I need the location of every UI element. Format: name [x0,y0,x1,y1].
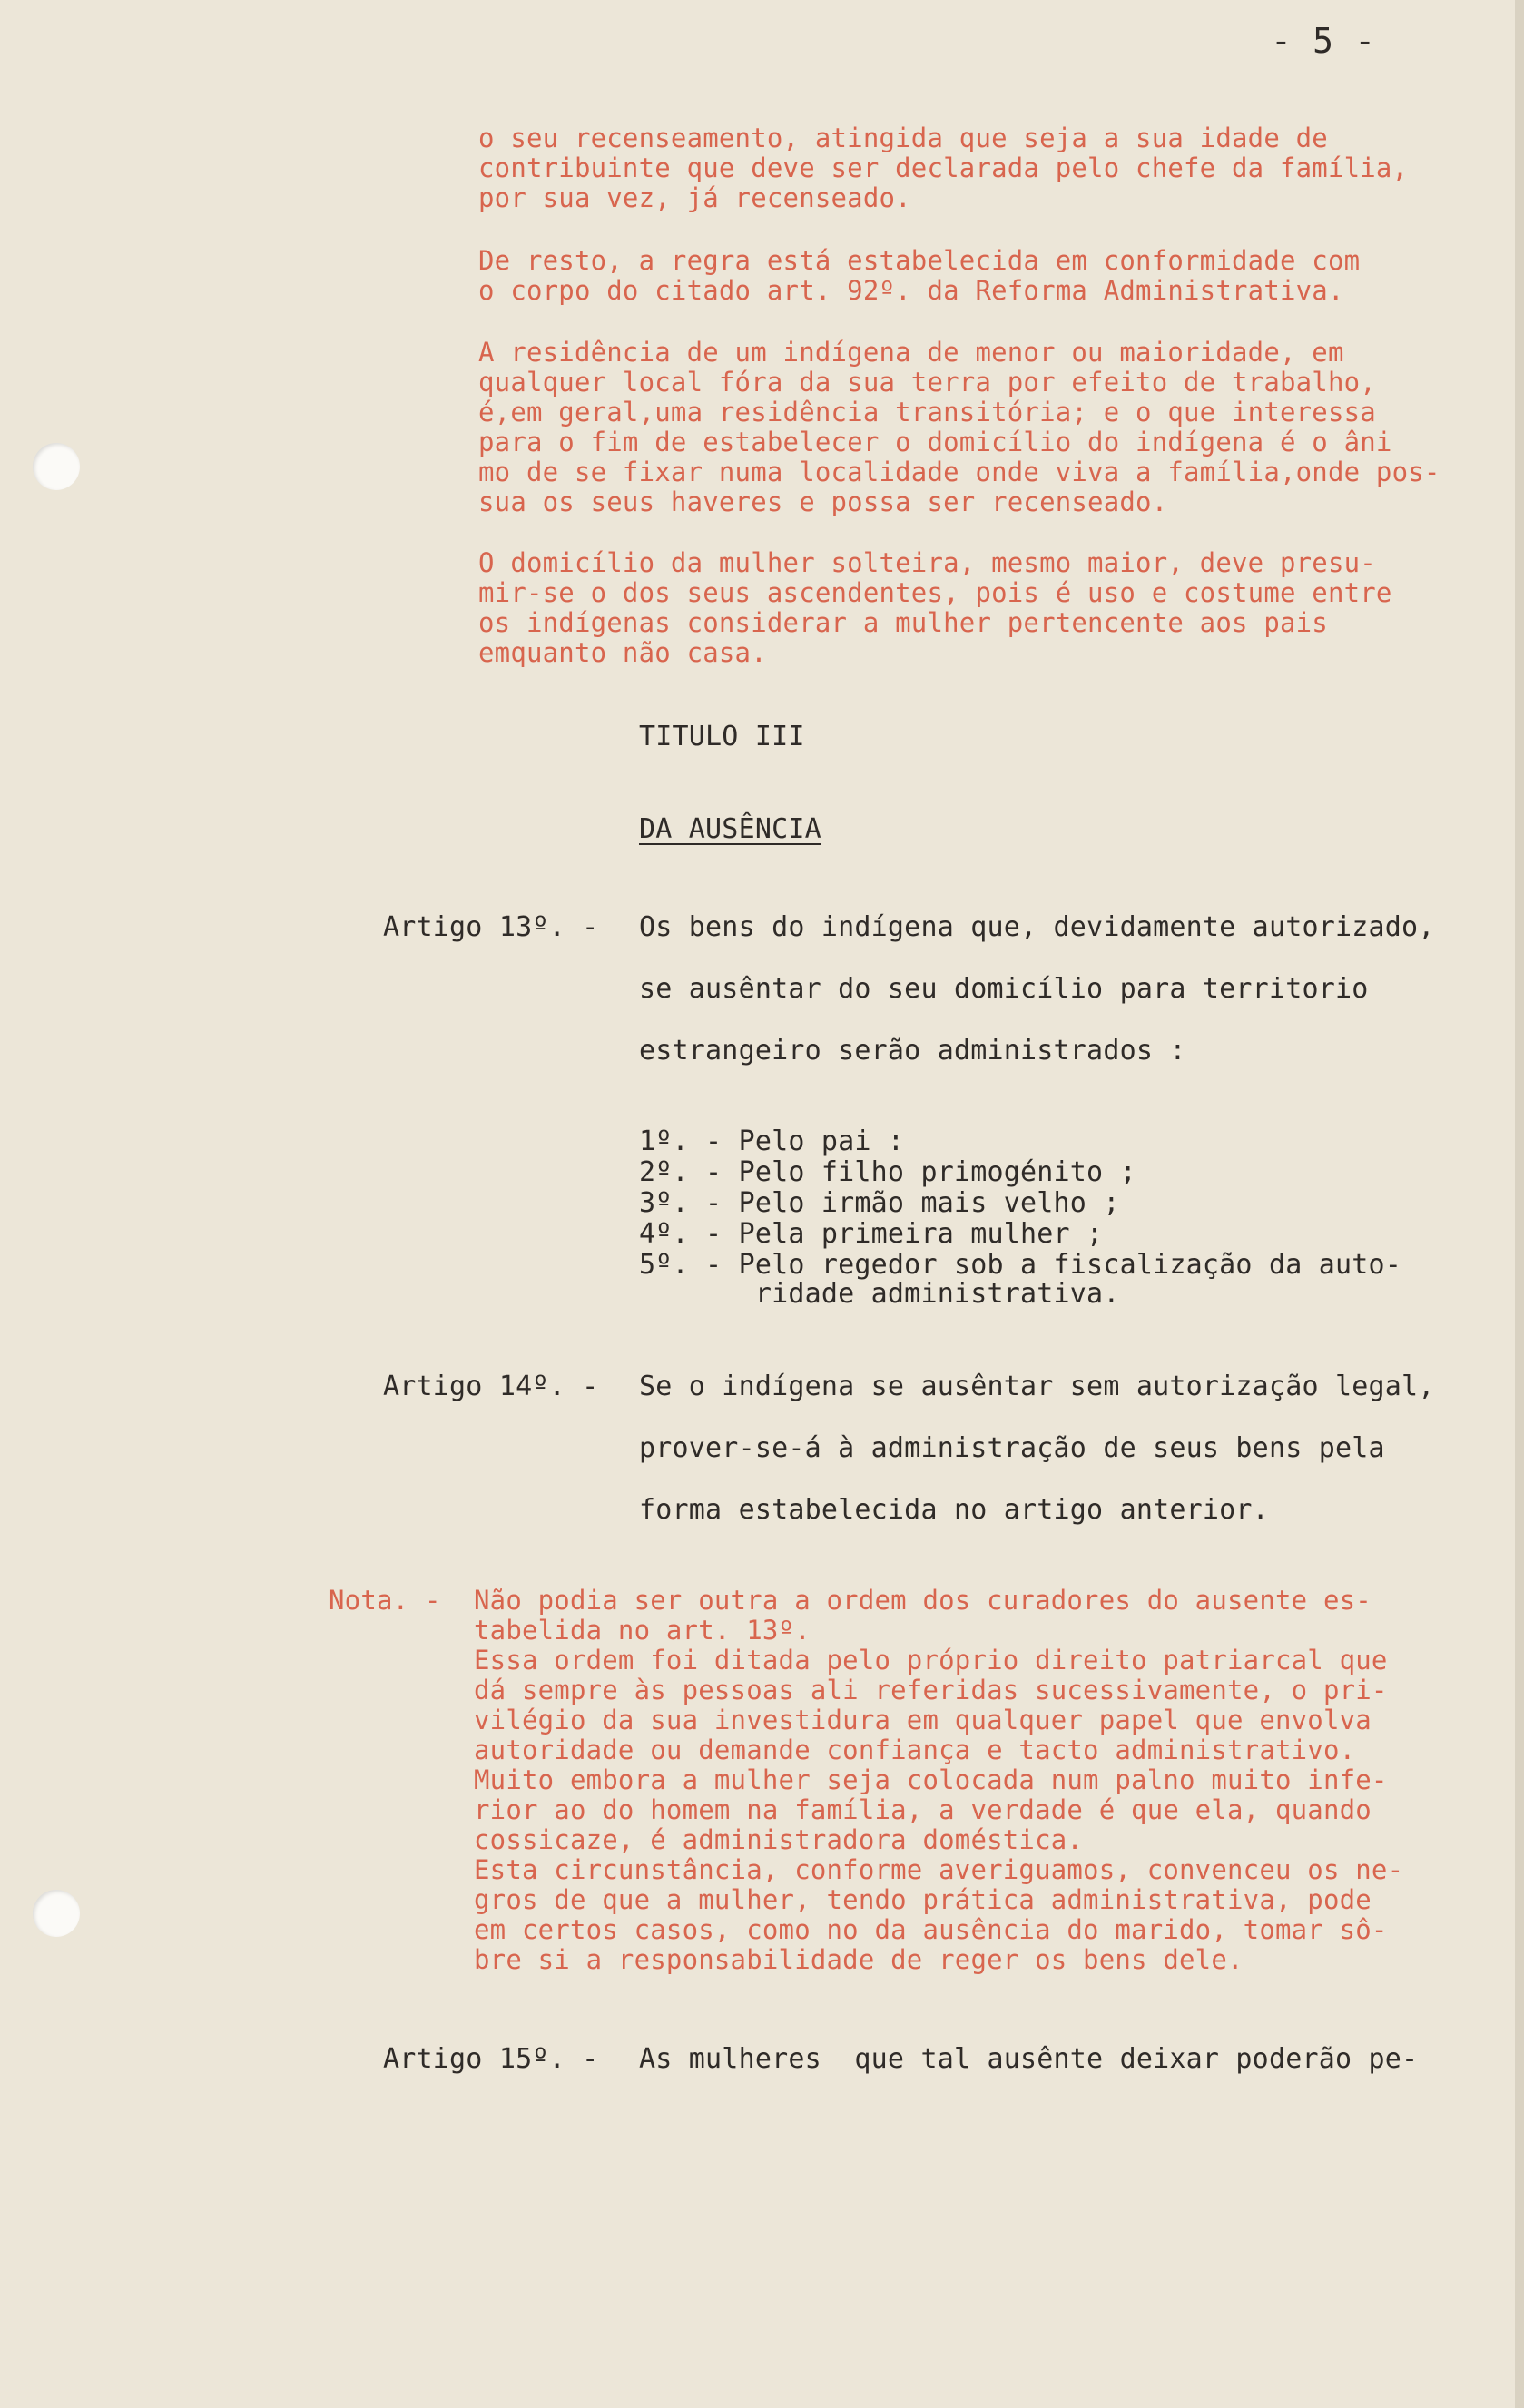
article-label: Artigo 15º. - [383,2043,599,2075]
list-item: 2º. - Pelo filho primogénito ; [639,1156,1136,1188]
note-line: Não podia ser outra a ordem dos curadores do ausente es- [474,1585,1372,1616]
paragraph-line: contribuinte que deve ser declarada pelo chefe da família, [478,152,1409,183]
list-item: 5º. - Pelo regedor sob a fiscalização da auto- [639,1249,1402,1281]
article-label: Artigo 13º. - [383,911,599,943]
paragraph-line: qualquer local fóra da sua terra por efeito de trabalho, [478,367,1376,398]
article-line: estrangeiro serão administrados : [639,1035,1186,1066]
paragraph-line: os indígenas considerar a mulher pertencente aos pais [478,607,1328,638]
note-line: vilégio da sua investidura em qualquer papel que envolva [474,1705,1372,1735]
paragraph-line: O domicílio da mulher solteira, mesmo maior, deve presu- [478,547,1376,578]
note-line: autoridade ou demande confiança e tacto administrativo. [474,1735,1356,1765]
article-line: forma estabelecida no artigo anterior. [639,1494,1269,1526]
section-subtitle: DA AUSÊNCIA [639,813,821,845]
section-title: TITULO III [639,721,805,752]
note-line: Esta circunstância, conforme averiguamos, convenceu os ne- [474,1854,1404,1885]
list-item: 3º. - Pelo irmão mais velho ; [639,1187,1120,1219]
note-line: Muito embora a mulher seja colocada num palno muito infe- [474,1764,1388,1795]
article-line: se ausêntar do seu domicílio para territorio [639,973,1369,1005]
note-label: Nota. - [329,1585,441,1616]
paragraph-line: mo de se fixar numa localidade onde viva a família,onde pos- [478,457,1440,487]
page-number: - 5 - [1271,21,1376,61]
article-line: prover-se-á à administração de seus bens pela [639,1432,1385,1464]
note-line: Essa ordem foi ditada pelo próprio direito patriarcal que [474,1645,1388,1676]
note-line: em certos casos, como no da ausência do marido, tomar sô- [474,1914,1388,1945]
list-item: 4º. - Pela primeira mulher ; [639,1218,1104,1250]
note-line: dá sempre às pessoas ali referidas sucessivamente, o pri- [474,1675,1388,1705]
punch-hole [33,1890,80,1937]
note-line: gros de que a mulher, tendo prática administrativa, pode [474,1884,1372,1915]
paragraph-line: é,em geral,uma residência transitória; e o que interessa [478,397,1376,428]
article-label: Artigo 14º. - [383,1371,599,1402]
list-item: 1º. - Pelo pai : [639,1125,905,1157]
note-line: tabelida no art. 13º. [474,1615,811,1646]
paragraph-line: sua os seus haveres e possa ser recenseado. [478,487,1168,517]
paragraph-line: por sua vez, já recenseado. [478,182,911,213]
paragraph-line: para o fim de estabelecer o domicílio do indígena é o âni [478,427,1392,457]
note-line: bre si a responsabilidade de reger os bens dele. [474,1944,1244,1975]
list-item: ridade administrativa. [639,1278,1120,1310]
note-line: cossicaze, é administradora doméstica. [474,1824,1084,1855]
note-line: rior ao do homem na família, a verdade é que ela, quando [474,1794,1372,1825]
paragraph-line: De resto, a regra está estabelecida em conformidade com [478,245,1361,276]
article-line: Se o indígena se ausêntar sem autorização legal, [639,1371,1435,1402]
article-line: As mulheres que tal ausênte deixar poderão pe- [639,2043,1419,2075]
paragraph-line: emquanto não casa. [478,637,767,668]
paragraph-line: mir-se o dos seus ascendentes, pois é uso e costume entre [478,577,1392,608]
punch-hole [33,443,80,490]
article-line: Os bens do indígena que, devidamente autorizado, [639,911,1435,943]
paragraph-line: o seu recenseamento, atingida que seja a sua idade de [478,123,1328,153]
paragraph-line: o corpo do citado art. 92º. da Reforma Administrativa. [478,275,1344,306]
page-edge [1515,0,1524,2408]
paragraph-line: A residência de um indígena de menor ou maioridade, em [478,337,1344,368]
